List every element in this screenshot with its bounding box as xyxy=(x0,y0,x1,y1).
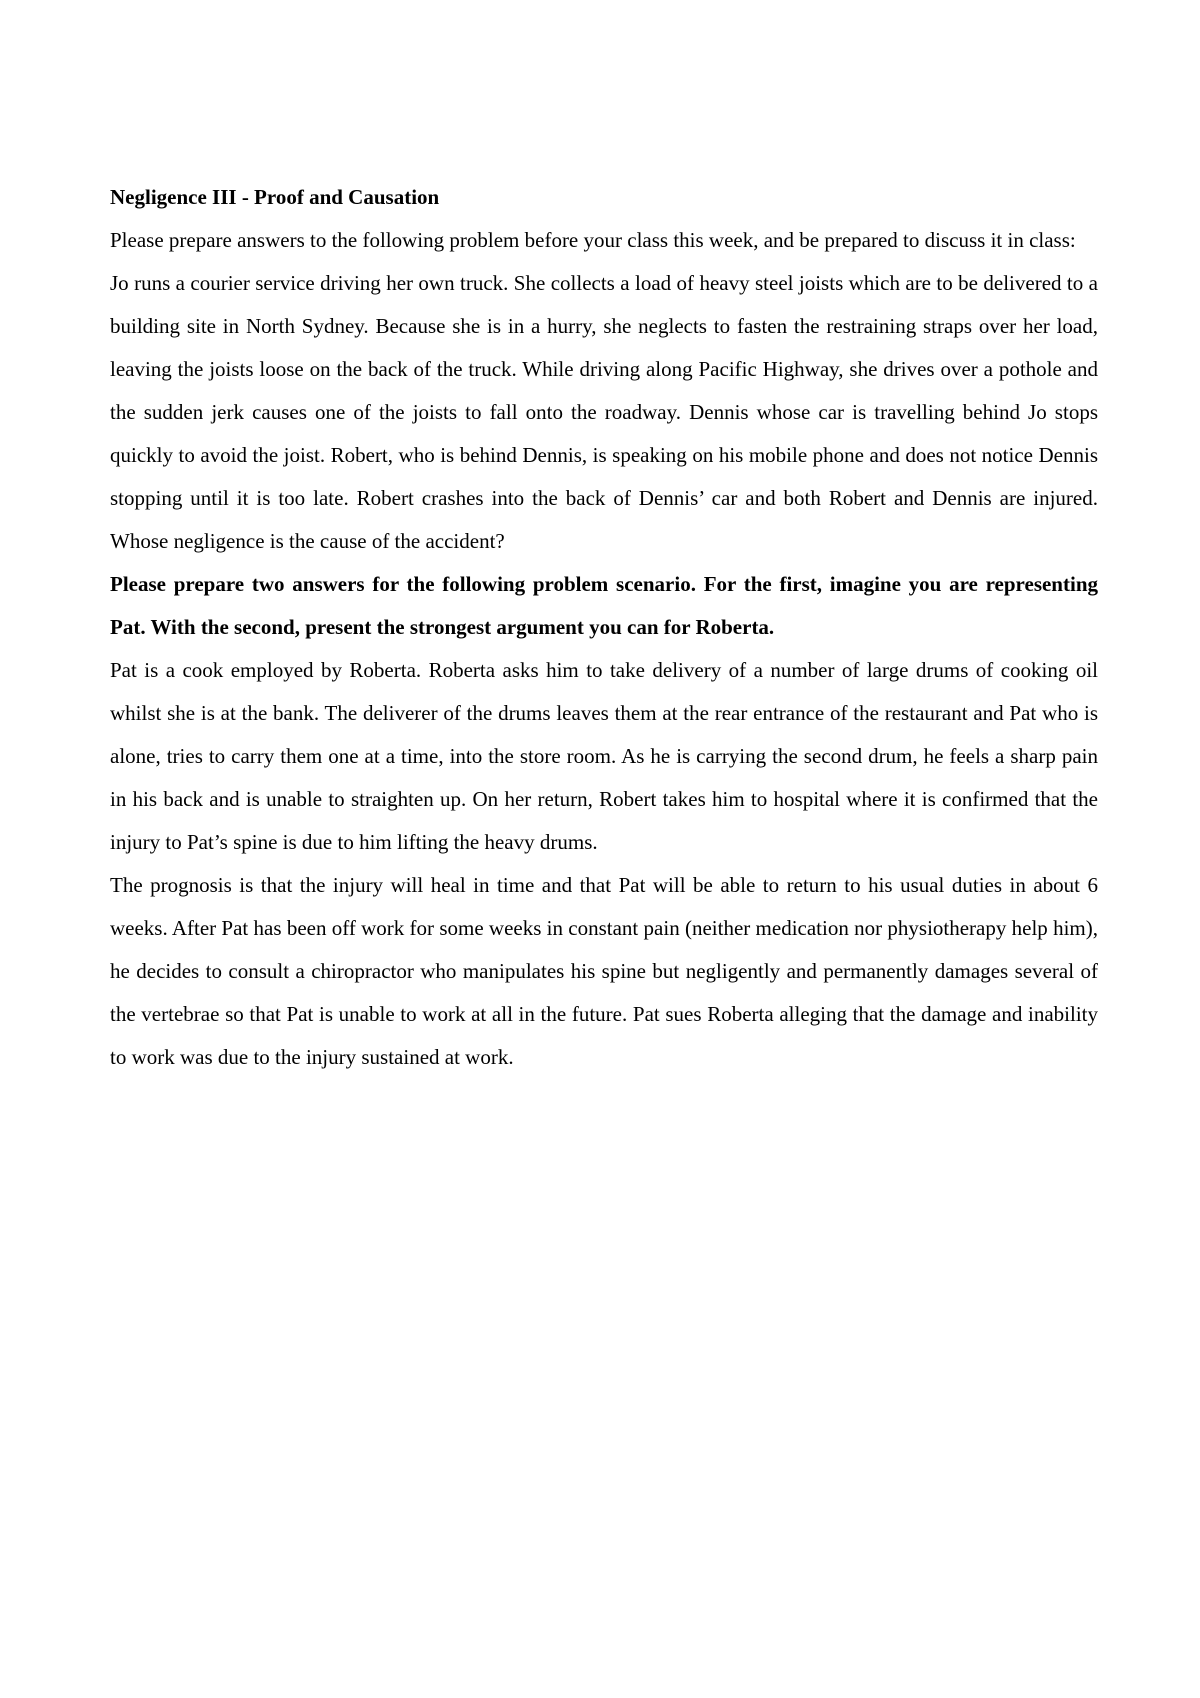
problem-two-paragraph-one: Pat is a cook employed by Roberta. Roberta asks him to take delivery of a number of large drums of cooking oil whilst she is at the bank. The deliverer of the drums leaves them at the rear entrance of the restaurant and Pat who is alone, tries to carry them one at a time, into the store room. As he is carrying the second drum, he feels a sharp pain in his back and is unable to straighten up. On her return, Robert takes him to hospital where it is confirmed that the injury to Pat’s spine is due to him lifting the heavy drums. xyxy=(110,658,1098,854)
instruction-two-paragraph: Please prepare two answers for the following problem scenario. For the first, imagine you are representing Pat. With the second, present the strongest argument you can for Roberta. xyxy=(110,572,1098,639)
document-title: Negligence III - Proof and Causation xyxy=(110,185,440,209)
problem-two-paragraph-two: The prognosis is that the injury will heal in time and that Pat will be able to return to his usual duties in about 6 weeks. After Pat has been off work for some weeks in constant pain (neither medication nor physiotherapy help him), he decides to consult a chiropractor who manipulates his spine but negligently and permanently damages several of the vertebrae so that Pat is unable to work at all in the future. Pat sues Roberta alleging that the damage and inability to work was due to the injury sustained at work. xyxy=(110,873,1098,1069)
problem-one-paragraph: Jo runs a courier service driving her own truck. She collects a load of heavy steel joists which are to be delivered to a building site in North Sydney. Because she is in a hurry, she neglects to fasten the restraining straps over her load, leaving the joists loose on the back of the truck. While driving along Pacific Highway, she drives over a pothole and the sudden jerk causes one of the joists to fall onto the roadway. Dennis whose car is travelling behind Jo stops quickly to avoid the joist. Robert, who is behind Dennis, is speaking on his mobile phone and does not notice Dennis stopping until it is too late. Robert crashes into the back of Dennis’ car and both Robert and Dennis are injured. Whose negligence is the cause of the accident? xyxy=(110,271,1098,553)
document-body xyxy=(110,176,1098,1079)
intro-paragraph: Please prepare answers to the following problem before your class this week, and be prepared to discuss it in class: xyxy=(110,228,1076,252)
